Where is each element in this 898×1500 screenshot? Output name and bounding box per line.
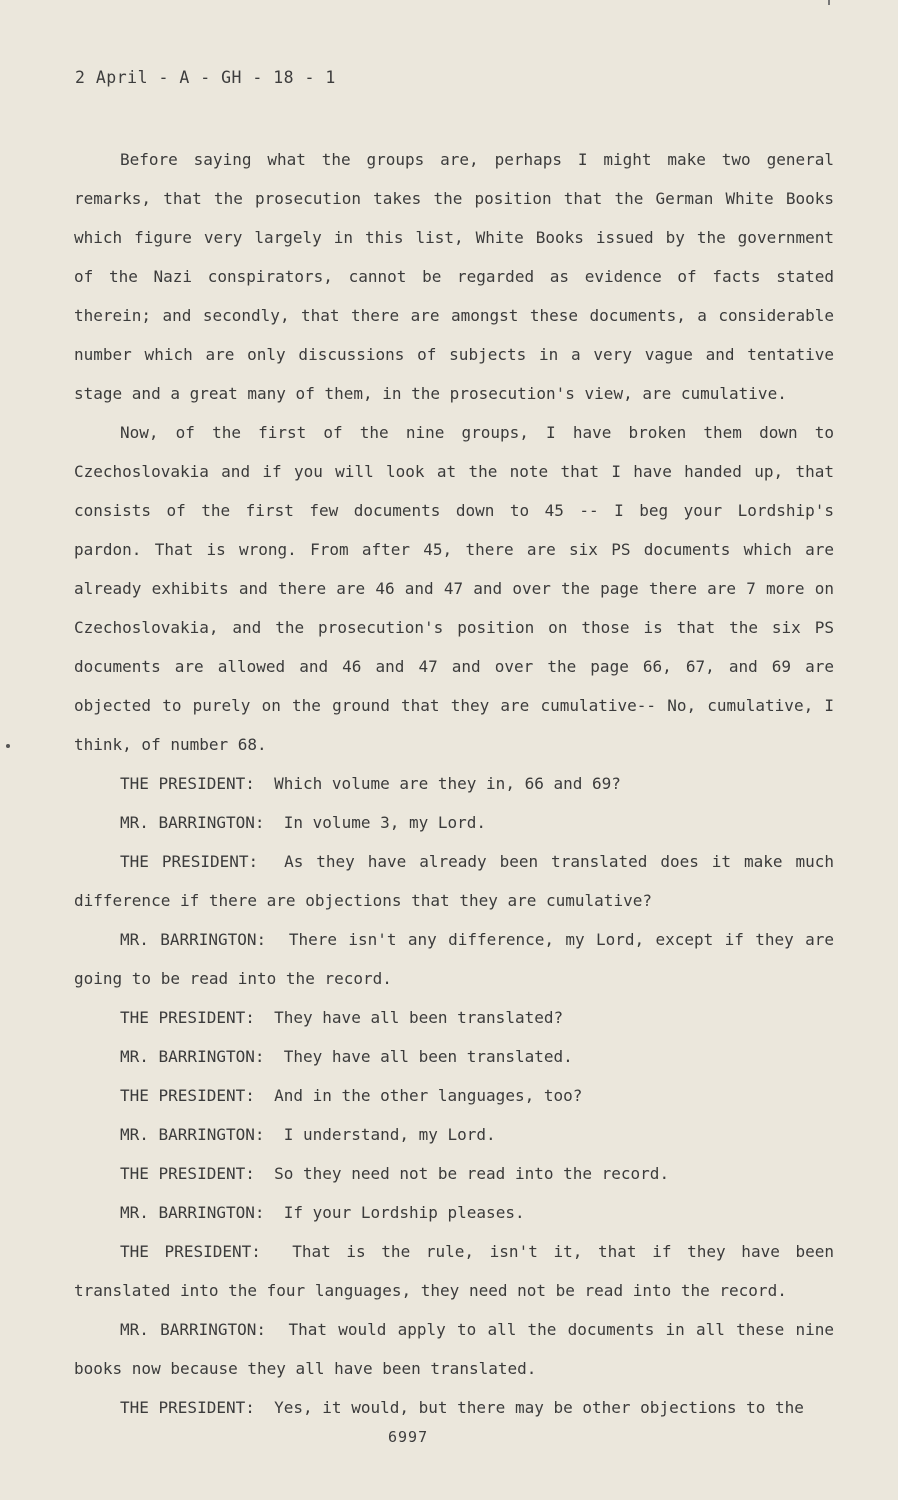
speaker-label: MR. BARRINGTON:: [120, 1203, 265, 1222]
speaker-label: THE PRESIDENT:: [120, 1086, 255, 1105]
intro-paragraph: Before saying what the groups are, perhaps I might make two general remarks, that the prosecution takes the position that the German White Books which figure very largely in this list, White Books issued by the government of the Nazi conspirators, cannot be regarded as evidence of facts stated therein; and secondly, that there are amongst these documents, a considerable number which are only discussions of subjects in a very vague and tentative stage and a great many of them, in the prosecution's view, are cumulative.: [74, 150, 834, 403]
transcript-body: [74, 140, 834, 1427]
speech-text: So they need not be read into the record.: [274, 1164, 670, 1183]
speaker-label: MR. BARRINGTON:: [120, 813, 265, 832]
speech-text: They have all been translated.: [283, 1047, 573, 1066]
speaker-label: THE PRESIDENT:: [120, 1008, 255, 1027]
dialogue-line: [74, 1037, 834, 1076]
dialogue-line: [74, 764, 834, 803]
speaker-label: MR. BARRINGTON:: [120, 1320, 267, 1339]
speaker-label: THE PRESIDENT:: [120, 1398, 255, 1417]
speaker-label: MR. BARRINGTON:: [120, 930, 267, 949]
speech-text: They have all been translated?: [274, 1008, 564, 1027]
speaker-label: MR. BARRINGTON:: [120, 1125, 265, 1144]
speech-text: Which volume are they in, 66 and 69?: [274, 774, 621, 793]
dialogue-line: [74, 1388, 834, 1427]
dialogue-line: [74, 1115, 834, 1154]
speaker-label: THE PRESIDENT:: [120, 1164, 255, 1183]
page-number: 6997: [388, 1428, 429, 1446]
dialogue-line: [74, 998, 834, 1037]
speaker-label: THE PRESIDENT:: [120, 774, 255, 793]
dialogue-line: [74, 920, 834, 998]
page-reference: 2 April - A - GH - 18 - 1: [75, 68, 336, 87]
speech-text: There isn't any difference, my Lord, except if they are going to be read into the record.: [74, 930, 834, 988]
intro-paragraph: Now, of the first of the nine groups, I have broken them down to Czechoslovakia and if you will look at the note that I have handed up, that consists of the first few documents down to 45 -- I beg your Lordship's pardon. That is wrong. From after 45, there are six PS documents which are already exhibits and there are 46 and 47 and over the page there are 7 more on Czechoslovakia, and the prosecution's position on those is that the six PS documents are allowed and 46 and 47 and over the page 66, 67, and 69 are objected to purely on the ground that they are cumulative-- No, cumulative, I think, of number 68.: [74, 423, 834, 754]
speaker-label: THE PRESIDENT:: [120, 852, 259, 871]
speech-text: And in the other languages, too?: [274, 1086, 583, 1105]
dialogue-line: [74, 1310, 834, 1388]
speaker-label: MR. BARRINGTON:: [120, 1047, 265, 1066]
speech-text: That would apply to all the documents in all these nine books now because they all have been translated.: [74, 1320, 835, 1378]
speech-text: In volume 3, my Lord.: [283, 813, 487, 832]
dialogue-line: [74, 1076, 834, 1115]
margin-dot: [6, 744, 10, 748]
speech-text: As they have already been translated does it make much difference if there are objections that they are cumulative?: [74, 852, 835, 910]
speech-text: That is the rule, isn't it, that if they have been translated into the four languages, they need not be read into the record.: [74, 1242, 835, 1300]
speech-text: If your Lordship pleases.: [283, 1203, 525, 1222]
dialogue-line: [74, 1193, 834, 1232]
speech-text: Yes, it would, but there may be other objections to the: [274, 1398, 804, 1417]
speaker-label: THE PRESIDENT:: [120, 1242, 261, 1261]
dialogue-line: [74, 1154, 834, 1193]
corner-mark: [828, 0, 830, 5]
dialogue-line: [74, 1232, 834, 1310]
dialogue-line: [74, 803, 834, 842]
dialogue-line: [74, 842, 834, 920]
speech-text: I understand, my Lord.: [283, 1125, 496, 1144]
